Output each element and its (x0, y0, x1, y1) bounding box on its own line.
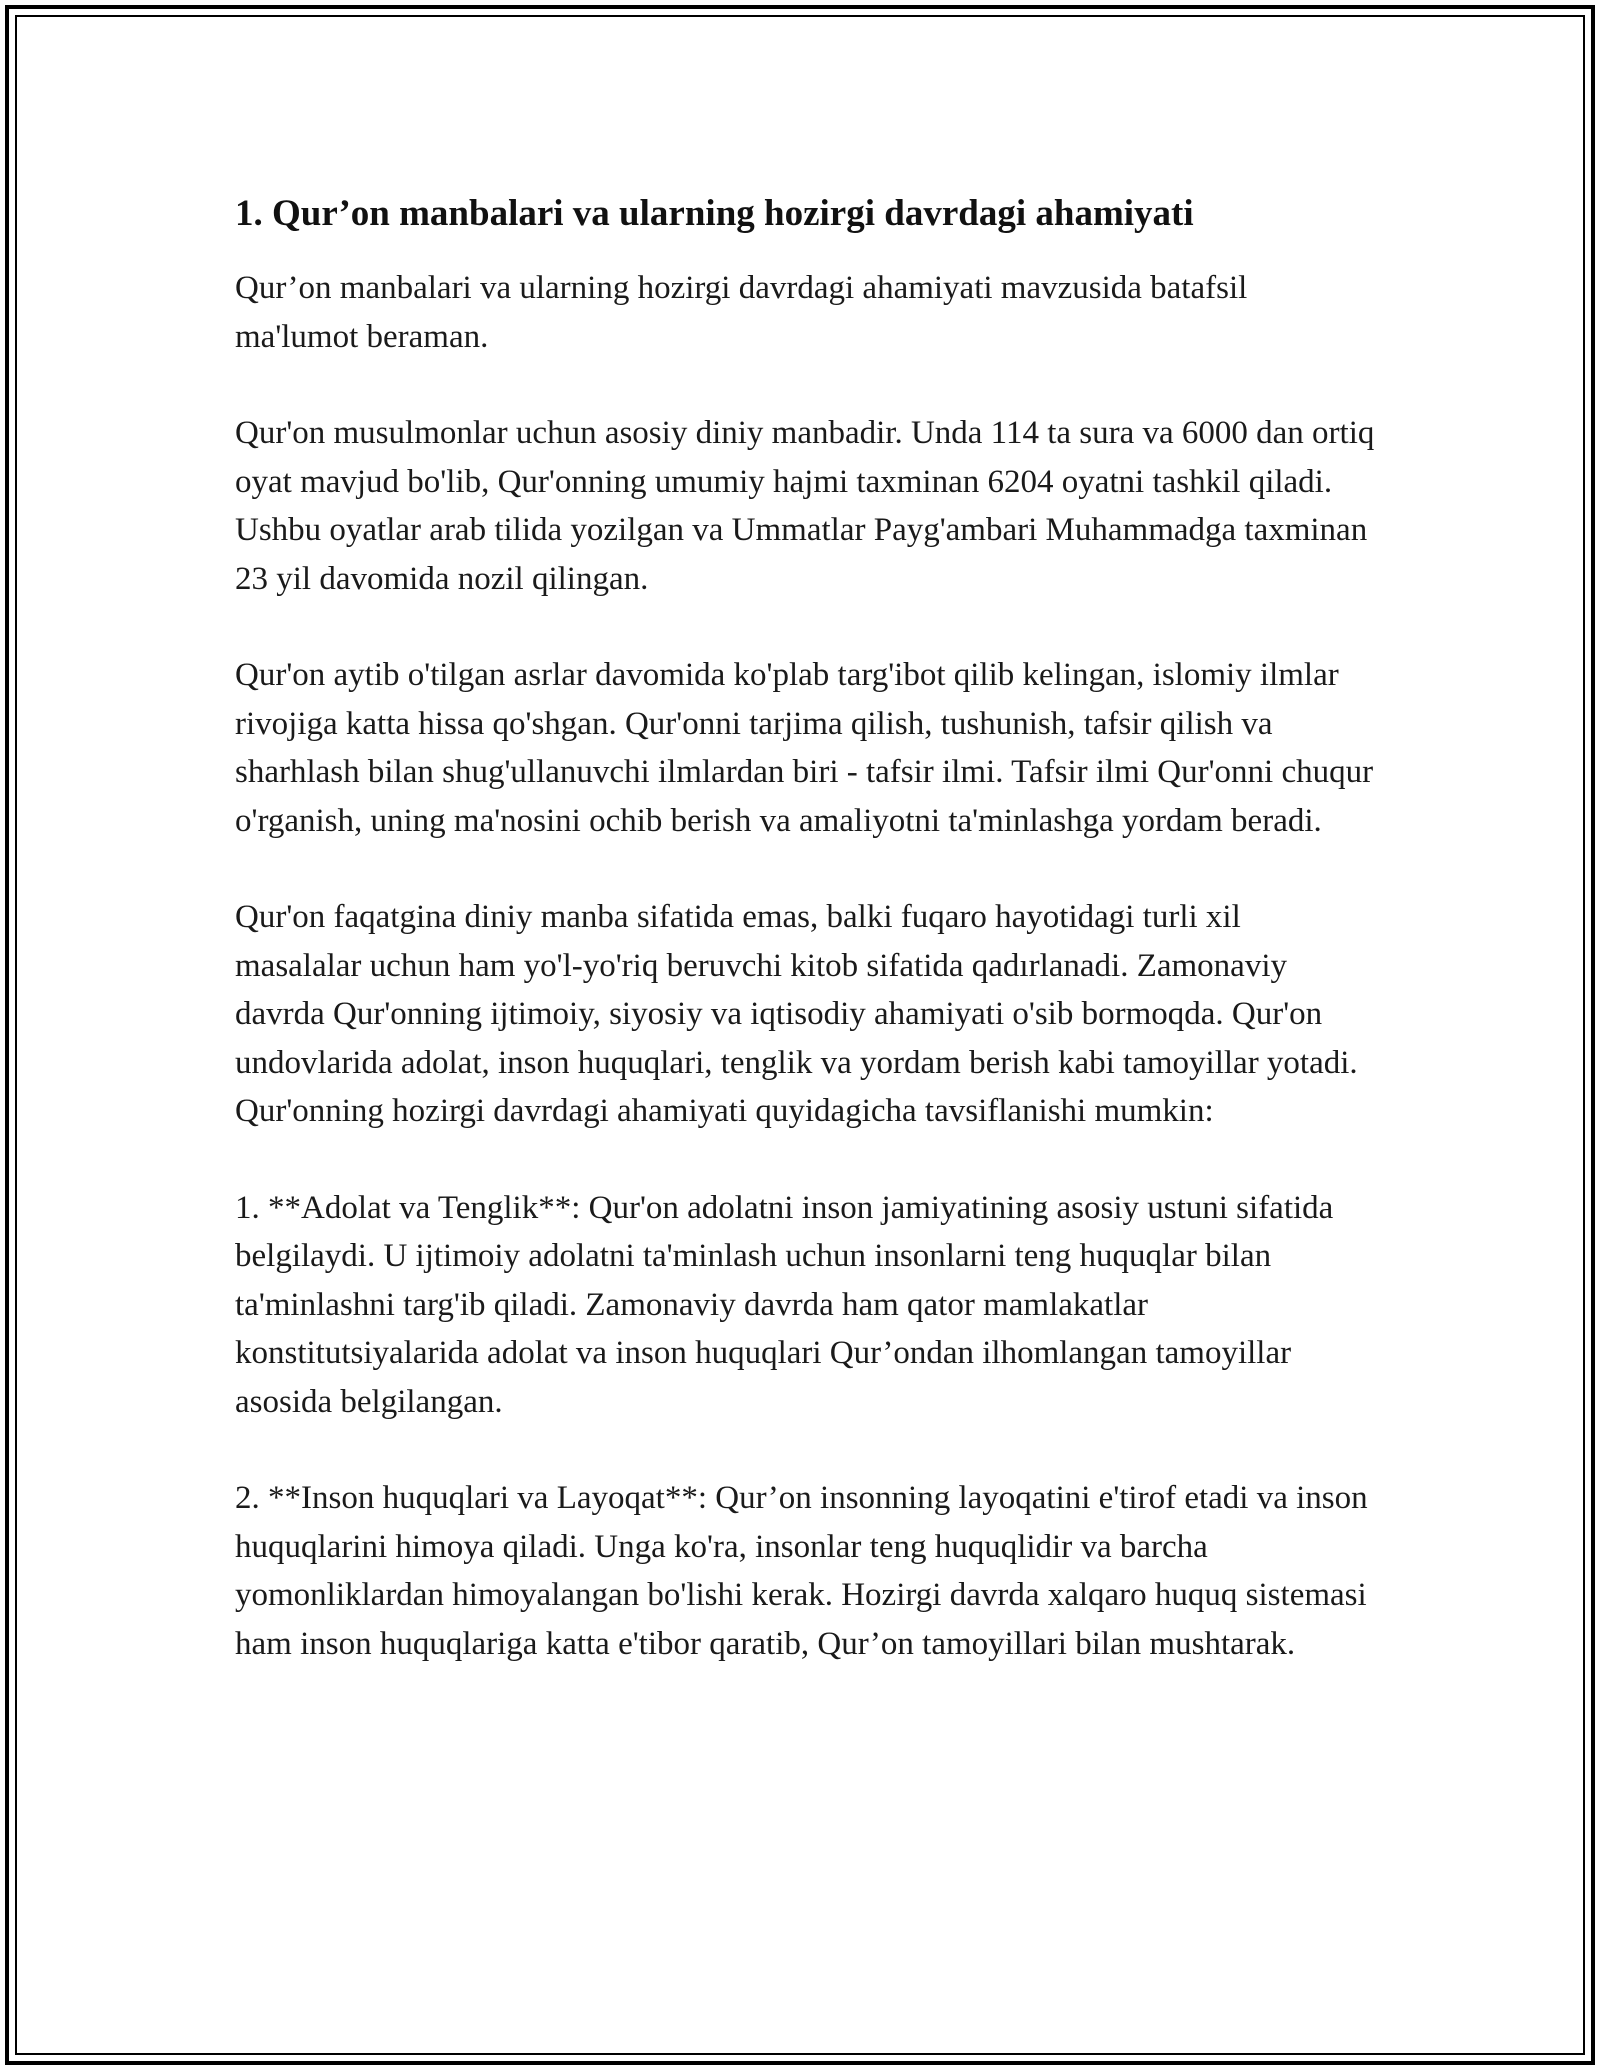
list-item-justice-equality: 1. **Adolat va Tenglik**: Qur'on adolatni inson jamiyatining asosiy ustuni sifatida belgilaydi. U ijtimoiy adolatni ta'minlash uchun insonlarni teng huquqlar bilan ta'minlashni targ'ib qiladi. Zamonaviy davrda ham qator mamlakatlar konstitutsiyalarida adolat va inson huquqlari Qur’ondan ilhomlangan tamoyillar asosida belgilangan. (235, 1189, 1334, 1420)
paragraph-modern-significance: Qur'on faqatgina diniy manba sifatida emas, balki fuqaro hayotidagi turli xil masalalar uchun ham yo'l-yo'riq beruvchi kitob sifatida qadırlanadi. Zamonaviy davrda Qur'onning ijtimoiy, siyosiy va iqtisodiy ahamiyati o'sib bormoqda. Qur'on undovlarida adolat, inson huquqlari, tenglik va yordam berish kabi tamoyillar yotadi. Qur'onning hozirgi davrdagi ahamiyati quyidagicha tavsiflanishi mumkin: (235, 899, 1358, 1129)
list-item-human-rights: 2. **Inson huquqlari va Layoqat**: Qur’on insonning layoqatini e'tirof etadi va inson huquqlarini himoya qiladi. Unga ko'ra, insonlar teng huquqlidir va barcha yomonliklardan himoyalangan bo'lishi kerak. Hozirgi davrda xalqaro huquq sistemasi ham inson huquqlariga katta e'tibor qaratib, Qur’on tamoyillari bilan mushtarak. (235, 1480, 1368, 1662)
paragraph-quran-overview: Qur'on musulmonlar uchun asosiy diniy manbadir. Unda 114 ta sura va 6000 dan ortiq oyat mavjud bo'lib, Qur'onning umumiy hajmi taxminan 6204 oyatni tashkil qiladi. Ushbu oyatlar arab tilida yozilgan va Ummatlar Payg'ambari Muhammadga taxminan 23 yil davomida nozil qilingan. (235, 415, 1375, 597)
document-body (235, 184, 1375, 1716)
document-title: 1. Qur’on manbalari va ularning hozirgi davrdagi ahamiyati (235, 193, 1194, 234)
paragraph-tafsir: Qur'on aytib o'tilgan asrlar davomida ko'plab targ'ibot qilib kelingan, islomiy ilmlar rivojiga katta hissa qo'shgan. Qur'onni tarjima qilish, tushunish, tafsir qilish va sharhlash bilan shug'ullanuvchi ilmlardan biri - tafsir ilmi. Tafsir ilmi Qur'onni chuqur o'rganish, uning ma'nosini ochib berish va amaliyotni ta'minlashga yordam beradi. (235, 657, 1374, 839)
paragraph-intro: Qur’on manbalari va ularning hozirgi davrdagi ahamiyati mavzusida batafsil ma'lumot beraman. (235, 270, 1248, 355)
